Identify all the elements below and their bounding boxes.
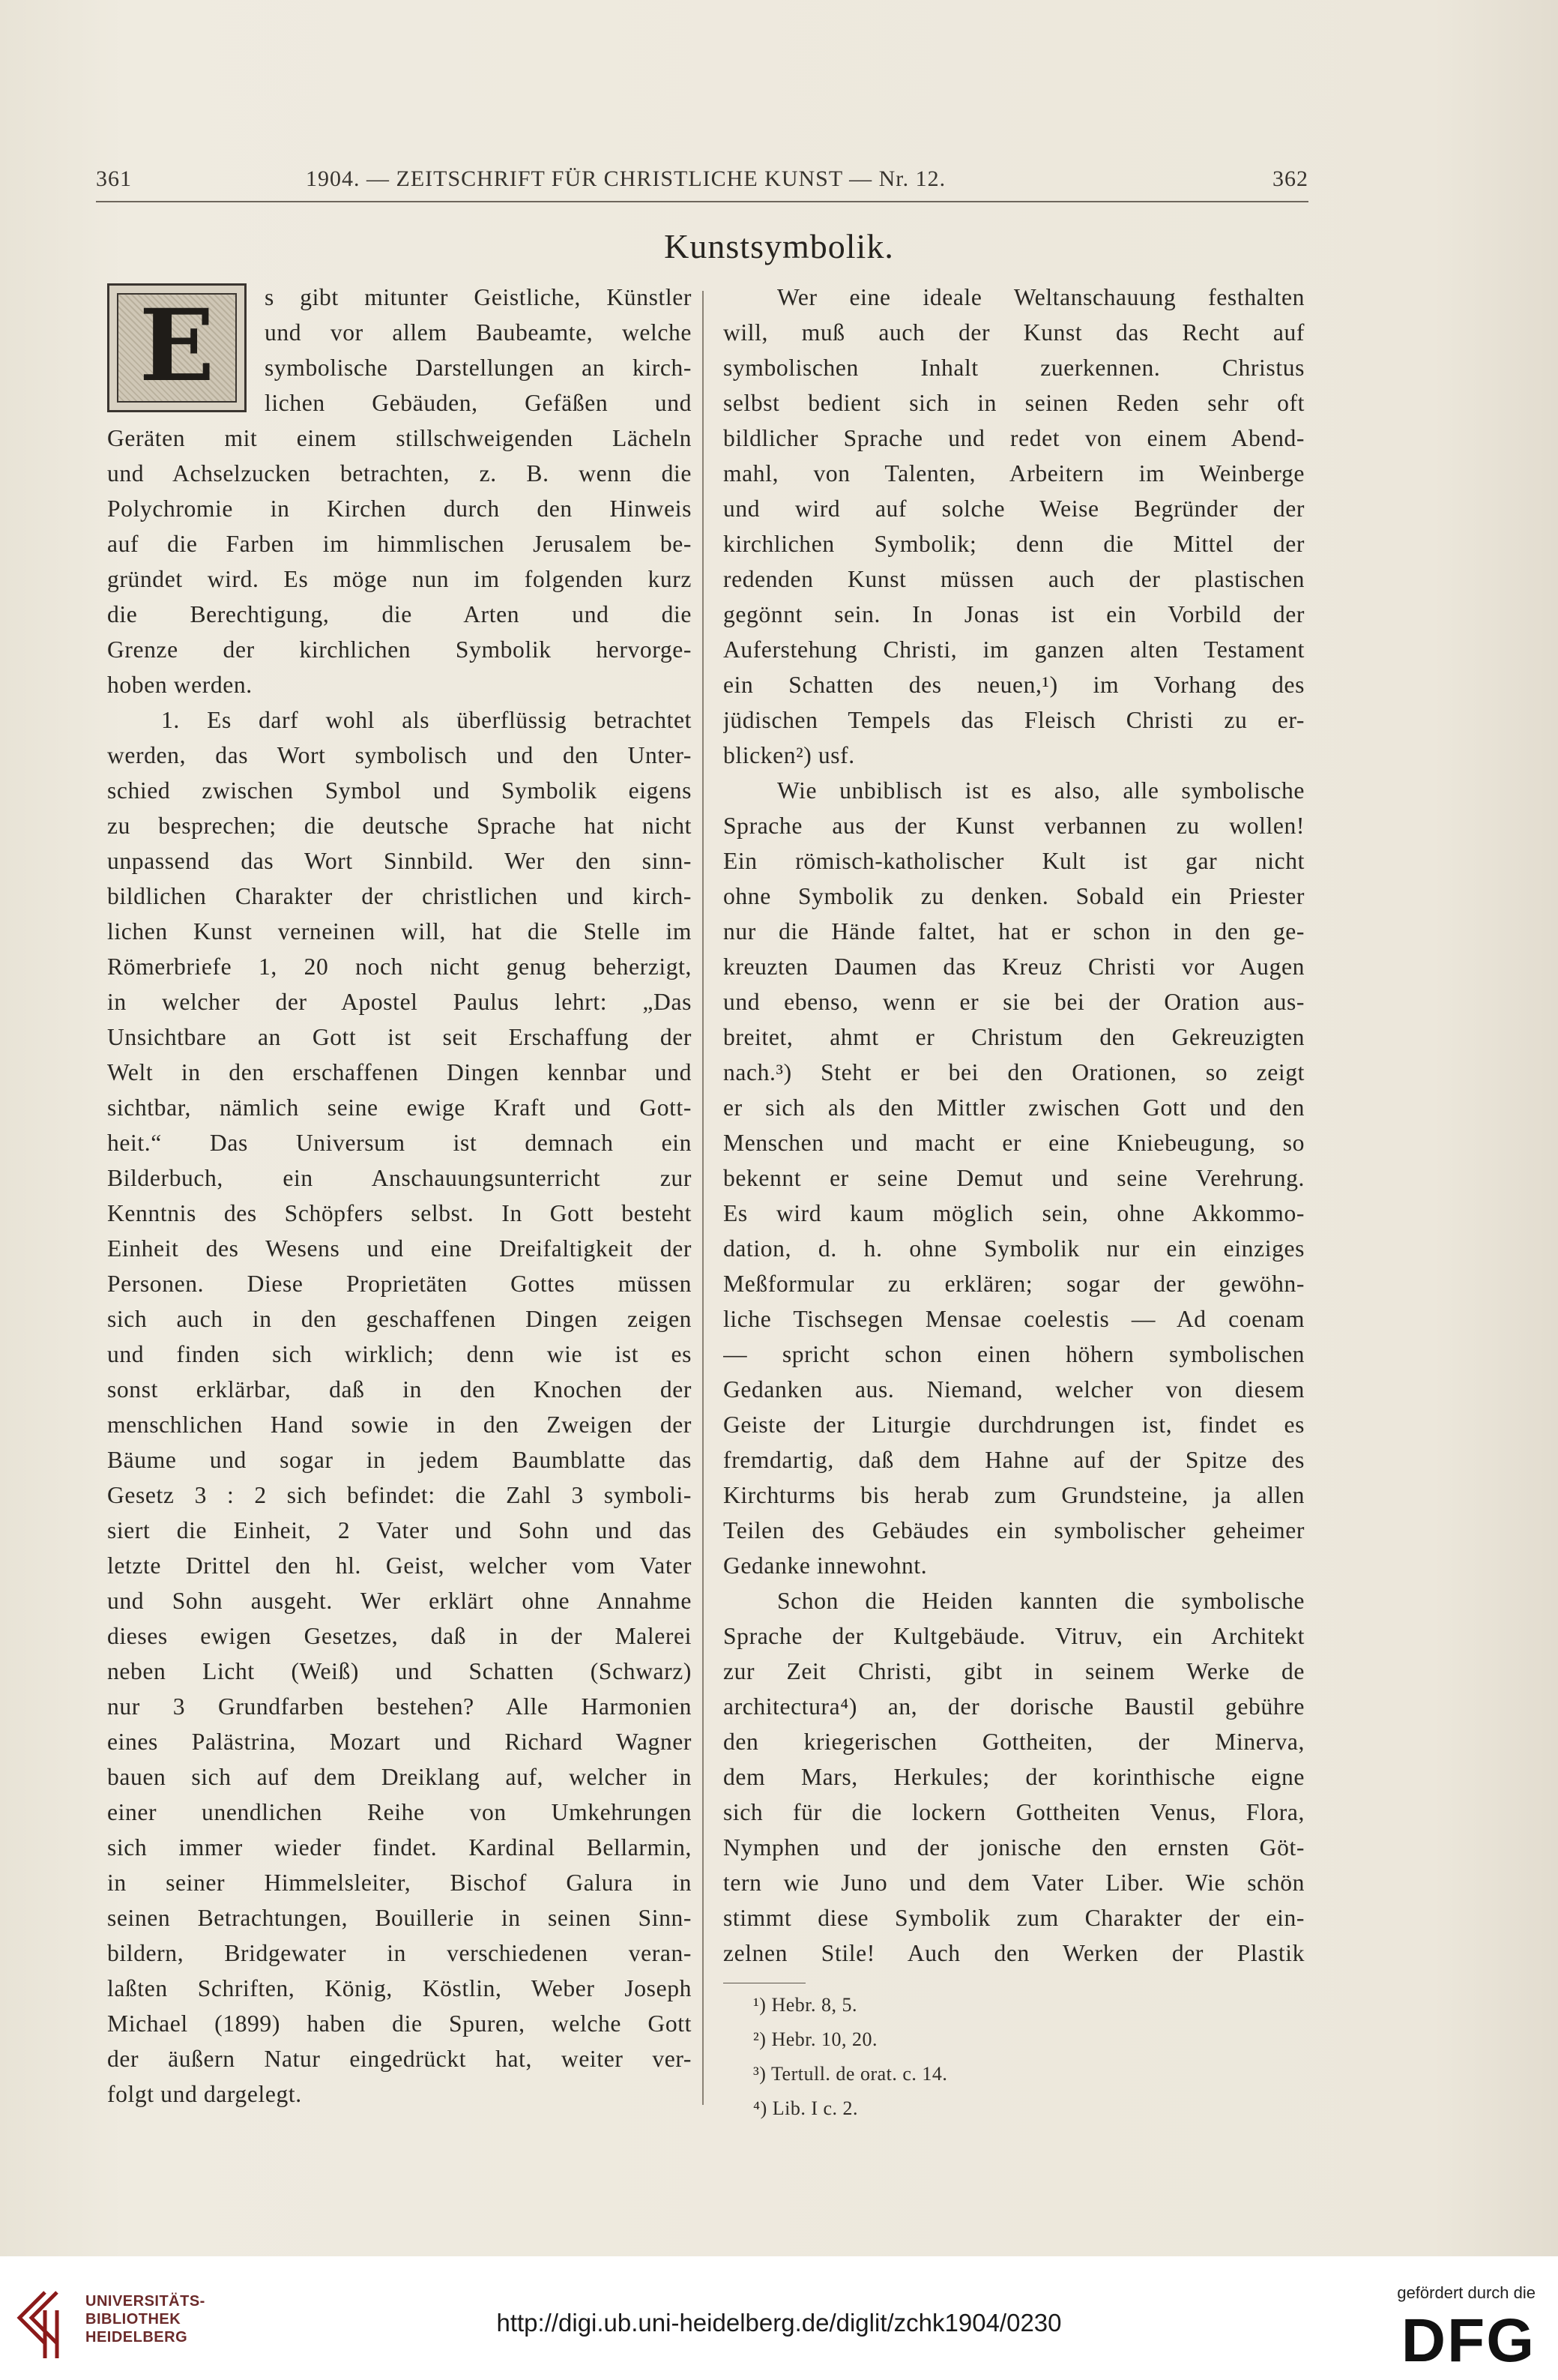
text-line: Auferstehung Christi, im ganzen alten Testament	[723, 636, 1305, 663]
text-line: Geiste der Liturgie durchdrungen ist, findet es	[723, 1412, 1305, 1438]
text-line: zelnen Stile! Auch den Werken der Plastik	[723, 1940, 1305, 1966]
text-line: Sprache der Kultgebäude. Vitruv, ein Architekt	[723, 1623, 1305, 1649]
article-title: Kunstsymbolik.	[664, 227, 894, 265]
text-line: werden, das Wort symbolisch und den Unter-	[107, 742, 692, 768]
footnote: ¹) Hebr. 8, 5.	[753, 1994, 857, 2016]
text-line: Polychromie in Kirchen durch den Hinweis	[107, 495, 692, 522]
text-line: Kirchturms bis herab zum Grundsteine, ja allen	[723, 1482, 1305, 1508]
text-line: nach.³) Steht er bei den Orationen, so zeigt	[723, 1059, 1305, 1085]
text-line: sich auch in den geschaffenen Dingen zeigen	[107, 1306, 692, 1332]
text-line: kreuzten Daumen das Kreuz Christi vor Augen	[723, 953, 1305, 980]
text-line: kirchlichen Symbolik; denn die Mittel der	[723, 531, 1305, 557]
text-line: Schon die Heiden kannten die symbolische	[777, 1588, 1305, 1614]
text-line: breitet, ahmt er Christum den Gekreuzigten	[723, 1024, 1305, 1050]
text-line: siert die Einheit, 2 Vater und Sohn und das	[107, 1517, 692, 1543]
dfg-logo: DFG	[1401, 2307, 1536, 2375]
text-line: Geräten mit einem stillschweigenden Lächeln	[107, 425, 692, 451]
column-divider	[702, 291, 704, 2105]
text-line: Es wird kaum möglich sein, ohne Akkommo-	[723, 1200, 1305, 1226]
text-line: blicken²) usf.	[723, 742, 855, 768]
footnote: ²) Hebr. 10, 20.	[753, 2028, 878, 2050]
text-line: bildern, Bridgewater in verschiedenen veran-	[107, 1940, 692, 1966]
page-number-right: 362	[1272, 166, 1308, 191]
text-line: bauen sich auf dem Dreiklang auf, welcher in	[107, 1764, 692, 1790]
text-line: unpassend das Wort Sinnbild. Wer den sinn-	[107, 848, 692, 874]
text-line: laßten Schriften, König, Köstlin, Weber Joseph	[107, 1975, 692, 2001]
text-line: Ein römisch-katholischer Kult ist gar nicht	[723, 848, 1305, 874]
text-line: zu besprechen; die deutsche Sprache hat nicht	[107, 813, 692, 839]
text-line: die Berechtigung, die Arten und die	[107, 601, 692, 627]
text-line: Nymphen und der jonische den ernsten Göt-	[723, 1834, 1305, 1861]
text-line: auf die Farben im himmlischen Jerusalem be-	[107, 531, 692, 557]
text-line: Grenze der kirchlichen Symbolik hervorge-	[107, 636, 692, 663]
text-line: und ebenso, wenn er sie bei der Oration aus-	[723, 989, 1305, 1015]
text-line: symbolischen Inhalt zuerkennen. Christus	[723, 355, 1305, 381]
text-line: folgt und dargelegt.	[107, 2081, 302, 2107]
text-line: sichtbar, nämlich seine ewige Kraft und Gott-	[107, 1094, 692, 1121]
text-line: Teilen des Gebäudes ein symbolischer geheimer	[723, 1517, 1305, 1543]
text-line: seinen Betrachtungen, Bouillerie in seinen Sinn-	[107, 1905, 692, 1931]
text-line: bildlichen Charakter der christlichen und kirch-	[107, 883, 692, 909]
library-name-line: HEIDELBERG	[85, 2329, 188, 2346]
text-line: mahl, von Talenten, Arbeitern im Weinberge	[723, 460, 1305, 486]
text-line: will, muß auch der Kunst das Recht auf	[723, 319, 1305, 346]
text-line: bekennt er seine Demut und seine Verehrung.	[723, 1165, 1305, 1191]
text-line: Bäume und sogar in jedem Baumblatte das	[107, 1447, 692, 1473]
library-name-line: UNIVERSITÄTS-	[85, 2293, 205, 2310]
text-line: einer unendlichen Reihe von Umkehrungen	[107, 1799, 692, 1825]
text-line: und Sohn ausgeht. Wer erklärt ohne Annahme	[107, 1588, 692, 1614]
text-line: Gesetz 3 : 2 sich befindet: die Zahl 3 symboli-	[107, 1482, 692, 1508]
text-line: Sprache aus der Kunst verbannen zu wollen!	[723, 813, 1305, 839]
text-line: Wie unbiblisch ist es also, alle symbolische	[777, 777, 1305, 804]
text-line: Einheit des Wesens und eine Dreifaltigkeit der	[107, 1235, 692, 1262]
text-line: menschlichen Hand sowie in den Zweigen der	[107, 1412, 692, 1438]
text-line: — spricht schon einen höhern symbolischen	[723, 1341, 1305, 1367]
text-line: gegönnt sein. In Jonas ist ein Vorbild der	[723, 601, 1305, 627]
text-line: nur 3 Grundfarben bestehen? Alle Harmonien	[107, 1693, 692, 1720]
text-line: bildlicher Sprache und redet von einem Abend-	[723, 425, 1305, 451]
text-line: symbolische Darstellungen an kirch-	[265, 355, 692, 381]
page-number-left: 361	[96, 166, 132, 191]
text-line: s gibt mitunter Geistliche, Künstler	[265, 284, 692, 310]
text-line: Welt in den erschaffenen Dingen kennbar und	[107, 1059, 692, 1085]
footnote: ³) Tertull. de orat. c. 14.	[753, 2063, 948, 2085]
text-line: neben Licht (Weiß) und Schatten (Schwarz)	[107, 1658, 692, 1684]
text-line: und vor allem Baubeamte, welche	[265, 319, 692, 346]
text-line: gründet wird. Es möge nun im folgenden kurz	[107, 566, 692, 592]
text-line: nur die Hände faltet, hat er schon in den ge-	[723, 918, 1305, 945]
text-line: Meßformular zu erklären; sogar der gewöhn-	[723, 1271, 1305, 1297]
text-line: und finden sich wirklich; denn wie ist es	[107, 1341, 692, 1367]
text-line: Wer eine ideale Weltanschauung festhalten	[777, 284, 1305, 310]
text-line: fremdartig, daß dem Hahne auf der Spitze des	[723, 1447, 1305, 1473]
text-line: hoben werden.	[107, 672, 253, 698]
initial-letter: E	[139, 288, 215, 404]
text-line: liche Tischsegen Mensae coelestis — Ad coenam	[723, 1306, 1305, 1332]
journal-header-title: 1904. — ZEITSCHRIFT FÜR CHRISTLICHE KUNST — Nr. 12.	[306, 166, 946, 191]
text-line: ohne Symbolik zu denken. Sobald ein Priester	[723, 883, 1305, 909]
text-line: Römerbriefe 1, 20 noch nicht genug beherzigt,	[107, 953, 692, 980]
text-line: redenden Kunst müssen auch der plastischen	[723, 566, 1305, 592]
permalink-url[interactable]: http://digi.ub.uni-heidelberg.de/diglit/zchk1904/0230	[496, 2309, 1062, 2337]
text-line: den kriegerischen Gottheiten, der Minerva,	[723, 1729, 1305, 1755]
text-line: letzte Drittel den hl. Geist, welcher vom Vater	[107, 1552, 692, 1579]
text-line: lichen Kunst verneinen will, hat die Stelle im	[107, 918, 692, 945]
running-header	[96, 159, 1308, 198]
header-rule	[96, 201, 1308, 202]
text-line: er sich als den Mittler zwischen Gott und den	[723, 1094, 1305, 1121]
text-line: stimmt diese Symbolik zum Charakter der ein-	[723, 1905, 1305, 1931]
text-line: dem Mars, Herkules; der korinthische eigne	[723, 1764, 1305, 1790]
left-column	[107, 280, 692, 2112]
text-line: heit.“ Das Universum ist demnach ein	[107, 1130, 692, 1156]
text-line: ein Schatten des neuen,¹) im Vorhang des	[723, 672, 1305, 698]
library-name-line: BIBLIOTHEK	[85, 2311, 181, 2328]
text-line: und wird auf solche Weise Begründer der	[723, 495, 1305, 522]
text-line: Unsichtbare an Gott ist seit Erschaffung der	[107, 1024, 692, 1050]
text-line: sich für die lockern Gottheiten Venus, Flora,	[723, 1799, 1305, 1825]
text-line: Gedanke innewohnt.	[723, 1552, 928, 1579]
text-line: schied zwischen Symbol und Symbolik eigens	[107, 777, 692, 804]
right-column	[723, 280, 1305, 1971]
digitization-footer	[0, 2256, 1558, 2380]
text-line: selbst bedient sich in seinen Reden sehr oft	[723, 390, 1305, 416]
text-line: lichen Gebäuden, Gefäßen und	[265, 390, 692, 416]
text-line: Kenntnis des Schöpfers selbst. In Gott besteht	[107, 1200, 692, 1226]
text-line: dieses ewigen Gesetzes, daß in der Malerei	[107, 1623, 692, 1649]
text-line: in welcher der Apostel Paulus lehrt: „Das	[107, 989, 692, 1015]
text-line: in seiner Himmelsleiter, Bischof Galura in	[107, 1870, 692, 1896]
text-line: jüdischen Tempels das Fleisch Christi zu er-	[723, 707, 1305, 733]
text-line: Menschen und macht er eine Kniebeugung, so	[723, 1130, 1305, 1156]
text-line: eines Palästrina, Mozart und Richard Wagner	[107, 1729, 692, 1755]
text-line: 1. Es darf wohl als überflüssig betrachtet	[161, 707, 692, 733]
text-line: sich immer wieder findet. Kardinal Bellarmin,	[107, 1834, 692, 1861]
text-line: zur Zeit Christi, gibt in seinem Werke de	[723, 1658, 1305, 1684]
text-line: Personen. Diese Proprietäten Gottes müssen	[107, 1271, 692, 1297]
footnotes	[753, 1988, 947, 2126]
text-line: tern wie Juno und dem Vater Liber. Wie schön	[723, 1870, 1305, 1896]
text-line: sonst erklärbar, daß in den Knochen der	[107, 1376, 692, 1403]
text-line: dation, d. h. ohne Symbolik nur ein einziges	[723, 1235, 1305, 1262]
footnote: ⁴) Lib. I c. 2.	[753, 2097, 859, 2119]
text-line: Michael (1899) haben die Spuren, welche Gott	[107, 2010, 692, 2037]
text-line: Gedanken aus. Niemand, welcher von diesem	[723, 1376, 1305, 1403]
text-line: der äußern Natur eingedrückt hat, weiter ver-	[107, 2046, 692, 2072]
funder-caption: gefördert durch die	[1397, 2283, 1536, 2302]
text-line: architectura⁴) an, der dorische Baustil gebühre	[723, 1693, 1305, 1720]
text-line: Bilderbuch, ein Anschauungsunterricht zur	[107, 1165, 692, 1191]
text-line: und Achselzucken betrachten, z. B. wenn die	[107, 460, 692, 486]
